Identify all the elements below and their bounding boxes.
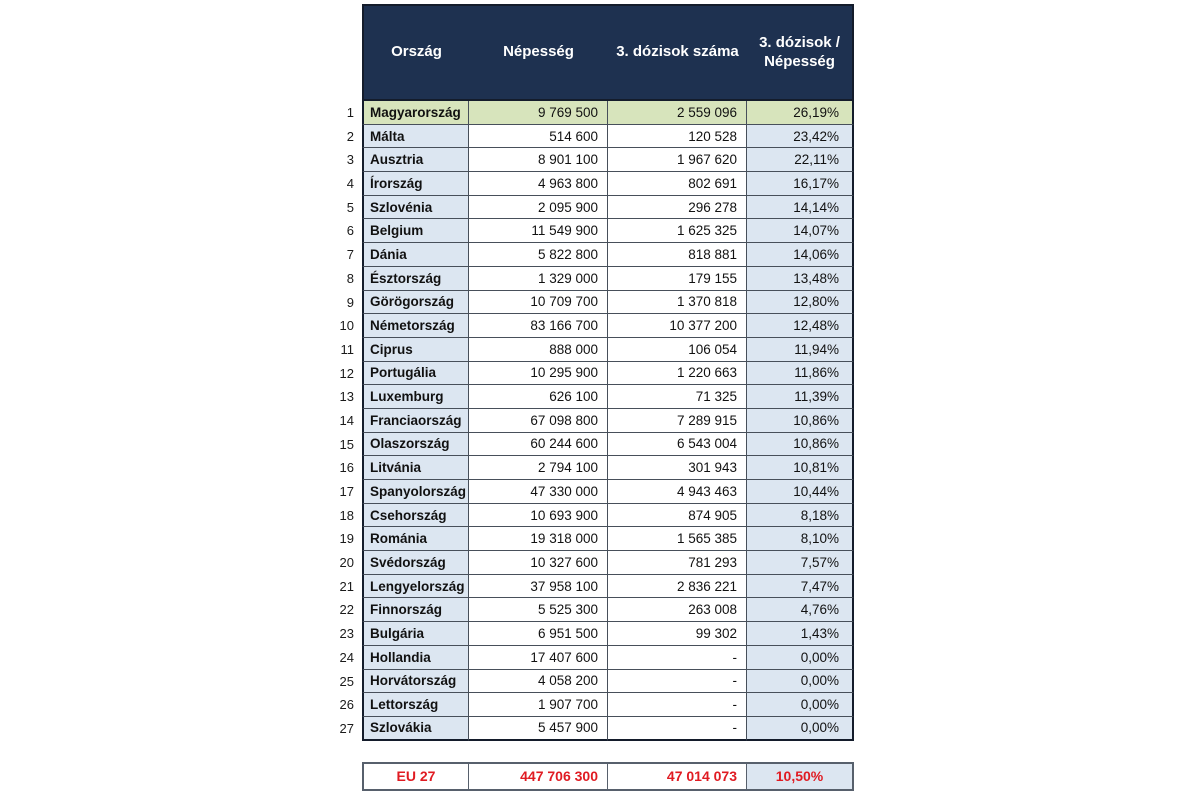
row-number: 17: [339, 484, 354, 499]
country-cell: Csehország: [362, 504, 469, 528]
population-cell: 4 058 200: [469, 670, 608, 694]
ratio-cell: 0,00%: [747, 693, 854, 717]
country-cell: Lengyelország: [362, 575, 469, 599]
ratio-cell: 26,19%: [747, 101, 854, 125]
table-row: [333, 527, 854, 551]
population-cell: 37 958 100: [469, 575, 608, 599]
country-cell: Szlovákia: [362, 717, 469, 741]
table-row: [333, 243, 854, 267]
population-cell: 2 794 100: [469, 456, 608, 480]
row-number: 9: [346, 294, 354, 310]
country-cell: Hollandia: [362, 646, 469, 670]
doses-cell: 2 559 096: [608, 101, 747, 125]
row-number: 1: [346, 105, 354, 120]
table-row: [333, 575, 854, 599]
country-cell: Bulgária: [362, 622, 469, 646]
row-number: 22: [339, 602, 354, 618]
population-cell: 514 600: [469, 125, 608, 149]
col-header-ratio: 3. dózisok / Népesség: [759, 33, 840, 70]
ratio-cell: 1,43%: [747, 622, 854, 646]
ratio-cell: 10,44%: [747, 480, 854, 504]
doses-cell: 818 881: [608, 243, 747, 267]
doses-cell: -: [608, 670, 747, 694]
country-cell: Finnország: [362, 598, 469, 622]
row-number: 5: [346, 199, 354, 215]
doses-cell: 120 528: [608, 125, 747, 149]
country-cell: Litvánia: [362, 456, 469, 480]
ratio-cell: 13,48%: [747, 267, 854, 291]
ratio-cell: 7,57%: [747, 551, 854, 575]
col-header-population: Népesség: [503, 43, 574, 61]
row-number: 6: [346, 223, 354, 239]
ratio-cell: 8,10%: [747, 527, 854, 551]
country-cell: Dánia: [362, 243, 469, 267]
population-cell: 11 549 900: [469, 219, 608, 243]
row-number: 8: [346, 270, 354, 286]
population-cell: 4 963 800: [469, 172, 608, 196]
population-cell: 19 318 000: [469, 527, 608, 551]
doses-cell: 874 905: [608, 504, 747, 528]
country-cell: Románia: [362, 527, 469, 551]
country-cell: Lettország: [362, 693, 469, 717]
row-number: 19: [339, 531, 354, 547]
doses-cell: 6 543 004: [608, 433, 747, 457]
row-number: 20: [339, 555, 354, 571]
table-row: [333, 717, 854, 741]
row-number: 18: [339, 507, 354, 523]
table-row: [333, 338, 854, 362]
country-cell: Ausztria: [362, 148, 469, 172]
country-cell: Ciprus: [362, 338, 469, 362]
ratio-cell: 14,14%: [747, 196, 854, 220]
col-header-country: Ország: [391, 43, 442, 61]
doses-cell: 1 625 325: [608, 219, 747, 243]
population-cell: 10 709 700: [469, 291, 608, 315]
country-cell: Svédország: [362, 551, 469, 575]
table-row: [333, 504, 854, 528]
doses-cell: 99 302: [608, 622, 747, 646]
population-cell: 2 095 900: [469, 196, 608, 220]
doses-cell: 2 836 221: [608, 575, 747, 599]
country-cell: Magyarország: [362, 101, 469, 125]
footer-doses: 47 014 073: [608, 764, 747, 789]
doses-cell: 1 220 663: [608, 362, 747, 386]
table-footer: [362, 762, 854, 791]
population-cell: 1 329 000: [469, 267, 608, 291]
country-cell: Olaszország: [362, 433, 469, 457]
population-cell: 5 457 900: [469, 717, 608, 741]
row-number: 12: [339, 365, 354, 381]
ratio-cell: 8,18%: [747, 504, 854, 528]
ratio-cell: 22,11%: [747, 148, 854, 172]
table-row: [333, 598, 854, 622]
doses-cell: 1 967 620: [608, 148, 747, 172]
population-cell: 5 822 800: [469, 243, 608, 267]
row-number: 16: [339, 460, 354, 476]
country-cell: Németország: [362, 314, 469, 338]
row-number: 3: [346, 152, 354, 168]
table-row: [333, 219, 854, 243]
population-cell: 6 951 500: [469, 622, 608, 646]
row-number: 4: [346, 176, 354, 192]
vaccination-table: [333, 4, 854, 791]
country-cell: Málta: [362, 125, 469, 149]
row-number: 14: [339, 412, 354, 428]
table-row: [333, 433, 854, 457]
country-cell: Észtország: [362, 267, 469, 291]
table-row: [333, 196, 854, 220]
ratio-cell: 7,47%: [747, 575, 854, 599]
ratio-cell: 0,00%: [747, 717, 854, 741]
table-header: [362, 4, 854, 101]
table-row: [333, 622, 854, 646]
doses-cell: 802 691: [608, 172, 747, 196]
population-cell: 17 407 600: [469, 646, 608, 670]
doses-cell: 7 289 915: [608, 409, 747, 433]
table-footer-row: [333, 762, 854, 791]
header-gutter: [333, 4, 362, 101]
table-row: [333, 693, 854, 717]
ratio-cell: 4,76%: [747, 598, 854, 622]
doses-cell: 179 155: [608, 267, 747, 291]
table-row: [333, 646, 854, 670]
country-cell: Belgium: [362, 219, 469, 243]
country-cell: Görögország: [362, 291, 469, 315]
ratio-cell: 14,06%: [747, 243, 854, 267]
footer-ratio: 10,50%: [747, 764, 852, 789]
footer-population: 447 706 300: [469, 764, 608, 789]
country-cell: Spanyolország: [362, 480, 469, 504]
table-row: [333, 456, 854, 480]
ratio-cell: 10,86%: [747, 409, 854, 433]
table-row: [333, 314, 854, 338]
row-number: 13: [339, 389, 354, 405]
doses-cell: 1 370 818: [608, 291, 747, 315]
doses-cell: 296 278: [608, 196, 747, 220]
row-number: 25: [339, 673, 354, 689]
row-number: 10: [339, 318, 354, 334]
doses-cell: 106 054: [608, 338, 747, 362]
doses-cell: -: [608, 693, 747, 717]
population-cell: 83 166 700: [469, 314, 608, 338]
footer-gutter: [333, 762, 362, 791]
row-number: 26: [339, 697, 354, 713]
table-row: [333, 101, 854, 125]
table-row: [333, 172, 854, 196]
doses-cell: 71 325: [608, 385, 747, 409]
table-row: [333, 267, 854, 291]
population-cell: 10 295 900: [469, 362, 608, 386]
row-number: 7: [346, 247, 354, 263]
country-cell: Írország: [362, 172, 469, 196]
country-cell: Szlovénia: [362, 196, 469, 220]
ratio-cell: 14,07%: [747, 219, 854, 243]
table-row: [333, 125, 854, 149]
population-cell: 10 693 900: [469, 504, 608, 528]
population-cell: 8 901 100: [469, 148, 608, 172]
doses-cell: 10 377 200: [608, 314, 747, 338]
table-row: [333, 362, 854, 386]
ratio-cell: 10,86%: [747, 433, 854, 457]
population-cell: 47 330 000: [469, 480, 608, 504]
doses-cell: -: [608, 646, 747, 670]
population-cell: 5 525 300: [469, 598, 608, 622]
row-number: 24: [339, 649, 354, 665]
population-cell: 888 000: [469, 338, 608, 362]
footer-label: EU 27: [364, 764, 469, 789]
ratio-cell: 11,94%: [747, 338, 854, 362]
doses-cell: -: [608, 717, 747, 741]
ratio-cell: 0,00%: [747, 670, 854, 694]
row-number: 2: [346, 128, 354, 144]
table-row: [333, 480, 854, 504]
table-row: [333, 291, 854, 315]
col-header-doses: 3. dózisok száma: [616, 43, 739, 61]
table-body: [333, 101, 854, 741]
population-cell: 1 907 700: [469, 693, 608, 717]
ratio-cell: 0,00%: [747, 646, 854, 670]
table-row: [333, 670, 854, 694]
table-row: [333, 385, 854, 409]
country-cell: Horvátország: [362, 670, 469, 694]
table-row: [333, 409, 854, 433]
country-cell: Portugália: [362, 362, 469, 386]
row-number: 23: [339, 626, 354, 642]
ratio-cell: 12,80%: [747, 291, 854, 315]
doses-cell: 263 008: [608, 598, 747, 622]
population-cell: 67 098 800: [469, 409, 608, 433]
row-number: 15: [339, 436, 354, 452]
table-header-row: [333, 4, 854, 101]
population-cell: 9 769 500: [469, 101, 608, 125]
population-cell: 626 100: [469, 385, 608, 409]
table-row: [333, 551, 854, 575]
doses-cell: 301 943: [608, 456, 747, 480]
ratio-cell: 23,42%: [747, 125, 854, 149]
table-row: [333, 148, 854, 172]
ratio-cell: 16,17%: [747, 172, 854, 196]
country-cell: Luxemburg: [362, 385, 469, 409]
ratio-cell: 12,48%: [747, 314, 854, 338]
row-number: 27: [339, 720, 354, 736]
row-number: 11: [340, 341, 354, 357]
doses-cell: 4 943 463: [608, 480, 747, 504]
ratio-cell: 10,81%: [747, 456, 854, 480]
ratio-cell: 11,39%: [747, 385, 854, 409]
country-cell: Franciaország: [362, 409, 469, 433]
doses-cell: 781 293: [608, 551, 747, 575]
doses-cell: 1 565 385: [608, 527, 747, 551]
population-cell: 10 327 600: [469, 551, 608, 575]
population-cell: 60 244 600: [469, 433, 608, 457]
ratio-cell: 11,86%: [747, 362, 854, 386]
row-number: 21: [339, 578, 354, 594]
